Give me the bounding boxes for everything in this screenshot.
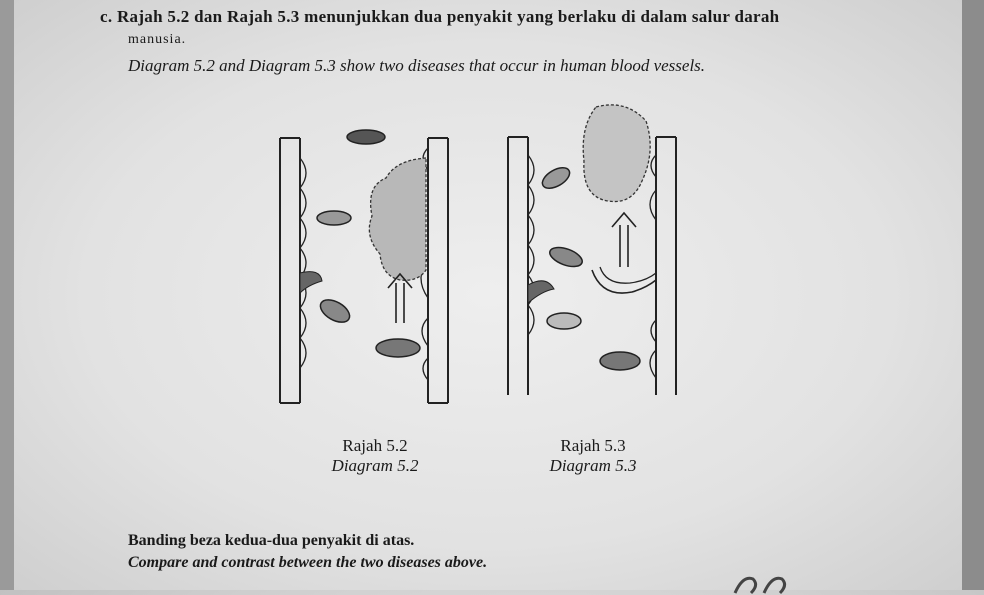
handwritten-mark [730, 565, 830, 595]
flow-arrow-icon [612, 213, 636, 267]
caption-malay: Rajah 5.3 [560, 436, 626, 455]
detached-clot [583, 105, 650, 202]
screen-edge-left [0, 0, 14, 590]
diagram-5-3-blood-vessel [496, 95, 686, 395]
question-malay-line2: manusia. [128, 32, 187, 47]
diagram-5-2-blood-vessel [270, 118, 460, 418]
question-text-english: Diagram 5.2 and Diagram 5.3 show two diseases that occur in human blood vessels. [128, 56, 706, 75]
instruction-english: Compare and contrast between the two diseases above. [128, 554, 488, 571]
blood-clot [369, 158, 426, 280]
worksheet-page [14, 0, 962, 590]
instruction-malay: Banding beza kedua-dua penyakit di atas. [128, 532, 415, 549]
caption-malay: Rajah 5.2 [342, 436, 408, 455]
caption-diagram-5-2 [275, 436, 475, 476]
caption-english: Diagram 5.2 [331, 456, 419, 475]
flow-arrow-icon [388, 274, 412, 323]
screen-edge-right [962, 0, 984, 590]
question-text-malay [100, 7, 779, 27]
question-label: c. [100, 7, 113, 26]
question-malay-line1: Rajah 5.2 dan Rajah 5.3 menunjukkan dua penyakit yang berlaku di dalam salur darah [116, 7, 780, 26]
caption-english: Diagram 5.3 [549, 456, 637, 475]
caption-diagram-5-3 [493, 436, 693, 476]
